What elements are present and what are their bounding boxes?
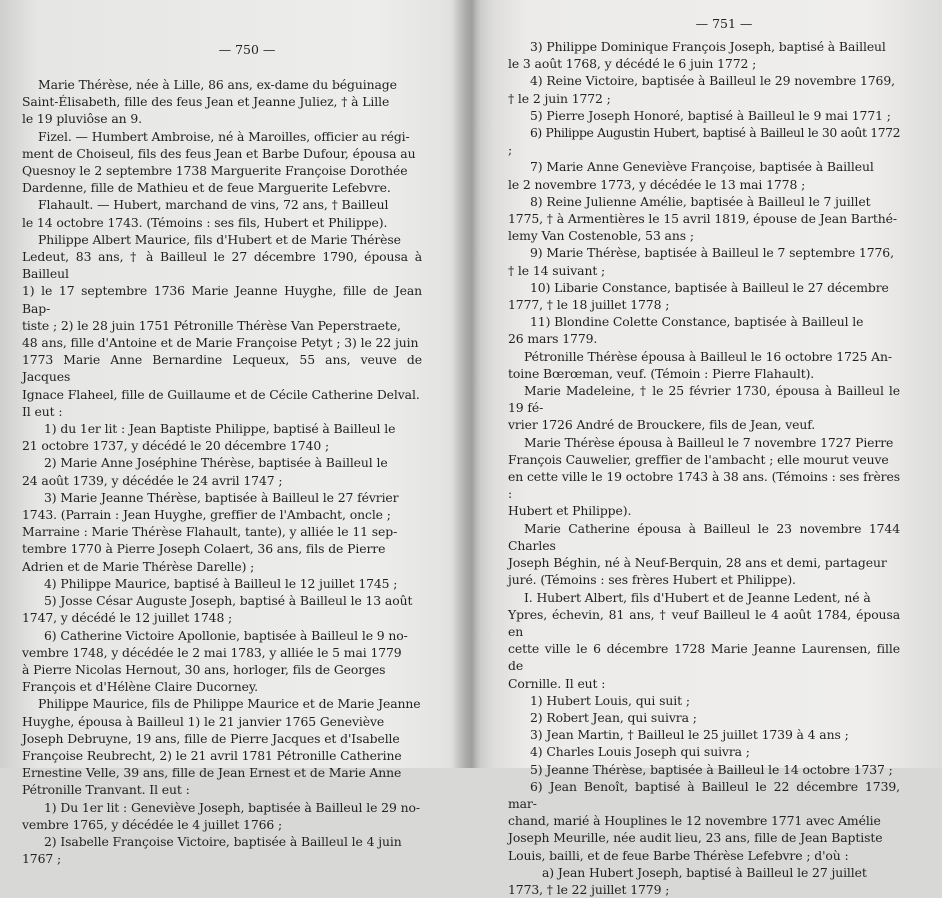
entry-petronille-therese: Pétronille Thérèse épousa à Bailleul le 16 octobre 1725 An- toine Bœrœman, veuf. (Témoin : Pierre Flahault). — [508, 348, 892, 381]
child-8-reine-julienne: 8) Reine Julienne Amélie, baptisée à Bailleul le 7 juillet 1775, † à Armentières le 15 avril 1819, épouse de Jean Barthé- lemy Van Costenoble, 53 ans ; — [508, 193, 897, 244]
entry-marie-madeleine: Marie Madeleine, † le 25 février 1730, épousa à Bailleul le 19 fé- vrier 1726 André de Brouckere, fils de Jean, veuf. — [508, 383, 900, 433]
entry-philippe-maurice-son: Philippe Maurice, fils de Philippe Maurice et de Marie Jeanne Huyghe, épousa à Bailleul 1) le 21 janvier 1765 Geneviève Joseph Debruyne, 19 ans, fille de Pierre Jacques et d'Isabelle Françoise Reubrecht, 2) le 21 avril 1781 Pétronille Catherine Ernestine Velle, 39 ans, fille de Jean Ernest et de Marie Anne Pétronille Tranvant. Il eut : — [22, 696, 421, 798]
child-7-marie-anne-genevieve: 7) Marie Anne Geneviève Françoise, baptisée à Bailleul le 2 novembre 1773, y décédée le 13 mai 1778 ; — [508, 159, 874, 192]
child-2-robert-jean: 2) Robert Jean, qui suivra ; — [530, 709, 697, 725]
child-10-libarie-constance: 10) Libarie Constance, baptisée à Bailleul le 27 décembre 1777, † le 18 juillet 1778 ; — [508, 279, 889, 313]
child-9-marie-therese: 9) Marie Thérèse, baptisée à Bailleul le 7 septembre 1776, † le 14 suivant ; — [508, 245, 894, 278]
entry-marie-therese-cauwelier: Marie Thérèse épousa à Bailleul le 7 novembre 1727 Pierre François Cauwelier, greffier de l'ambacht ; elle mourut veuve en cette ville le 19 octobre 1743 à 38 ans. (Témoins : ses frères : Hubert et Philippe). — [508, 434, 900, 519]
child-6-catherine-victoire: 6) Catherine Victoire Apollonie, baptisée à Bailleul le 9 no- vembre 1748, y décédée le 2 mai 1783, y alliée le 5 mai 1779 à Pierre Nicolas Hernout, 30 ans, horloger, fils de Georges François et d'Hélène Claire Ducorney. — [22, 627, 408, 695]
child-11-blondine-colette: 11) Blondine Colette Constance, baptisée à Bailleul le 26 mars 1779. — [508, 314, 864, 347]
entry-marie-catherine: Marie Catherine épousa à Bailleul le 23 novembre 1744 Charles Joseph Béghin, né à Neuf-Berquin, 28 ans et demi, partageur juré. (Témoins : ses frères Hubert et Philippe). — [508, 520, 900, 588]
entry-fizel: Fizel. — Humbert Ambroise, né à Maroilles, officier au régi- ment de Choiseul, fils des feus Jean et Barbe Dufour, épousa au Quesnoy le 2 septembre 1738 Marguerite Françoise Dorothée Dardenne, fille de Mathieu et de feue Marguerite Lefebvre. — [22, 128, 416, 196]
right-page — [508, 0, 900, 897]
child-4-reine-victoire: 4) Reine Victoire, baptisée à Bailleul le 29 novembre 1769, † le 2 juin 1772 ; — [508, 73, 895, 106]
book-gutter — [448, 0, 494, 768]
child-2-marie-anne-josephine: 2) Marie Anne Joséphine Thérèse, baptisée à Bailleul le 24 août 1739, y décédée le 24 avril 1747 ; — [22, 455, 388, 488]
child-2-isabelle-francoise: 2) Isabelle Françoise Victoire, baptisée à Bailleul le 4 juin 1767 ; — [22, 833, 402, 867]
left-page — [22, 0, 422, 867]
child-4-philippe-maurice: 4) Philippe Maurice, baptisé à Bailleul le 12 juillet 1745 ; — [44, 575, 398, 591]
child-1-hubert-louis: 1) Hubert Louis, qui suit ; — [530, 692, 690, 708]
grandchild-a-jean-hubert-joseph: a) Jean Hubert Joseph, baptisé à Bailleul le 27 juillet 1773, † le 22 juillet 1779 ; — [508, 864, 867, 897]
child-5-jeanne-therese: 5) Jeanne Thérèse, baptisée à Bailleul le 14 octobre 1737 ; — [530, 761, 893, 777]
child-3-jean-martin: 3) Jean Martin, † Bailleul le 25 juillet 1739 à 4 ans ; — [530, 727, 849, 743]
child-1-genevieve-joseph: 1) Du 1er lit : Geneviève Joseph, baptisée à Bailleul le 29 no- vembre 1765, y décédée le 4 juillet 1766 ; — [22, 799, 420, 832]
entry-hubert-albert: I. Hubert Albert, fils d'Hubert et de Jeanne Ledent, né à Ypres, échevin, 81 ans, † veuf Bailleul le 4 août 1784, épousa en cette ville le 6 décembre 1728 Marie Jeanne Laurensen, fille de Cornille. Il eut : — [508, 589, 900, 691]
entry-philippe-albert-maurice: Philippe Albert Maurice, fils d'Hubert et de Marie Thérèse Ledeut, 83 ans, † à Bailleul le 27 décembre 1790, épousa à Bailleul 1) le 17 septembre 1736 Marie Jeanne Huyghe, fille de Jean Bap- tiste ; 2) le 28 juin 1751 Pétronille Thérèse Van Peperstraete, 48 ans, fille d'Antoine et de Marie Françoise Petyt ; 3) le 22 juin 1773 Marie Anne Bernardine Lequeux, 55 ans, veuve de Jacques Ignace Flaheel, fille de Guillaume et de Cécile Catherine Delval. Il eut : — [22, 231, 422, 419]
entry-marie-therese-lille: Marie Thérèse, née à Lille, 86 ans, ex-dame du béguinage Saint-Élisabeth, fille des feus Jean et Jeanne Juliez, † à Lille le 19 pluviôse an 9. — [22, 77, 397, 127]
child-4-charles-louis-joseph: 4) Charles Louis Joseph qui suivra ; — [530, 744, 750, 760]
left-page-text — [22, 76, 422, 867]
child-1-jean-baptiste-philippe: 1) du 1er lit : Jean Baptiste Philippe, baptisé à Bailleul le 21 octobre 1737, y décédé le 20 décembre 1740 ; — [22, 421, 396, 454]
child-3-marie-jeanne-therese: 3) Marie Jeanne Thérèse, baptisée à Bailleul le 27 février 1743. (Parrain : Jean Huyghe, greffier de l'Ambacht, oncle ; Marraine : Marie Thérèse Flahault, tante), y alliée le 11 sep- tembre 1770 à Pierre Joseph Colaert, 36 ans, fils de Pierre Adrien et de Marie Thérèse Darelle) ; — [22, 489, 399, 574]
child-5-pierre-joseph-honore: 5) Pierre Joseph Honoré, baptisé à Bailleul le 9 mai 1771 ; — [530, 107, 891, 123]
child-5-josse-cesar: 5) Josse César Auguste Joseph, baptisé à Bailleul le 13 août 1747, y décédé le 12 juillet 1748 ; — [22, 593, 413, 626]
page-number-750: — 750 — — [218, 42, 276, 57]
right-page-text — [508, 38, 900, 898]
child-6-jean-benoit: 6) Jean Benoît, baptisé à Bailleul le 22 décembre 1739, mar- chand, marié à Houplines le 12 novembre 1771 avec Amélie Joseph Meurille, née audit lieu, 23 ans, fille de Jean Baptiste Louis, bailli, et de feue Barbe Thérèse Lefebvre ; d'où : — [508, 778, 900, 863]
child-6-philippe-augustin: 6) Philippe Augustin Hubert, baptisé à Bailleul le 30 août 1772 ; — [508, 125, 900, 158]
child-3-philippe-dominique: 3) Philippe Dominique François Joseph, baptisé à Bailleul le 3 août 1768, y décédé le 6 juin 1772 ; — [508, 39, 886, 72]
page-number-751: — 751 — — [695, 16, 753, 31]
entry-flahault-hubert: Flahault. — Hubert, marchand de vins, 72 ans, † Bailleul le 14 octobre 1743. (Témoins : ses fils, Hubert et Philippe). — [22, 197, 389, 230]
